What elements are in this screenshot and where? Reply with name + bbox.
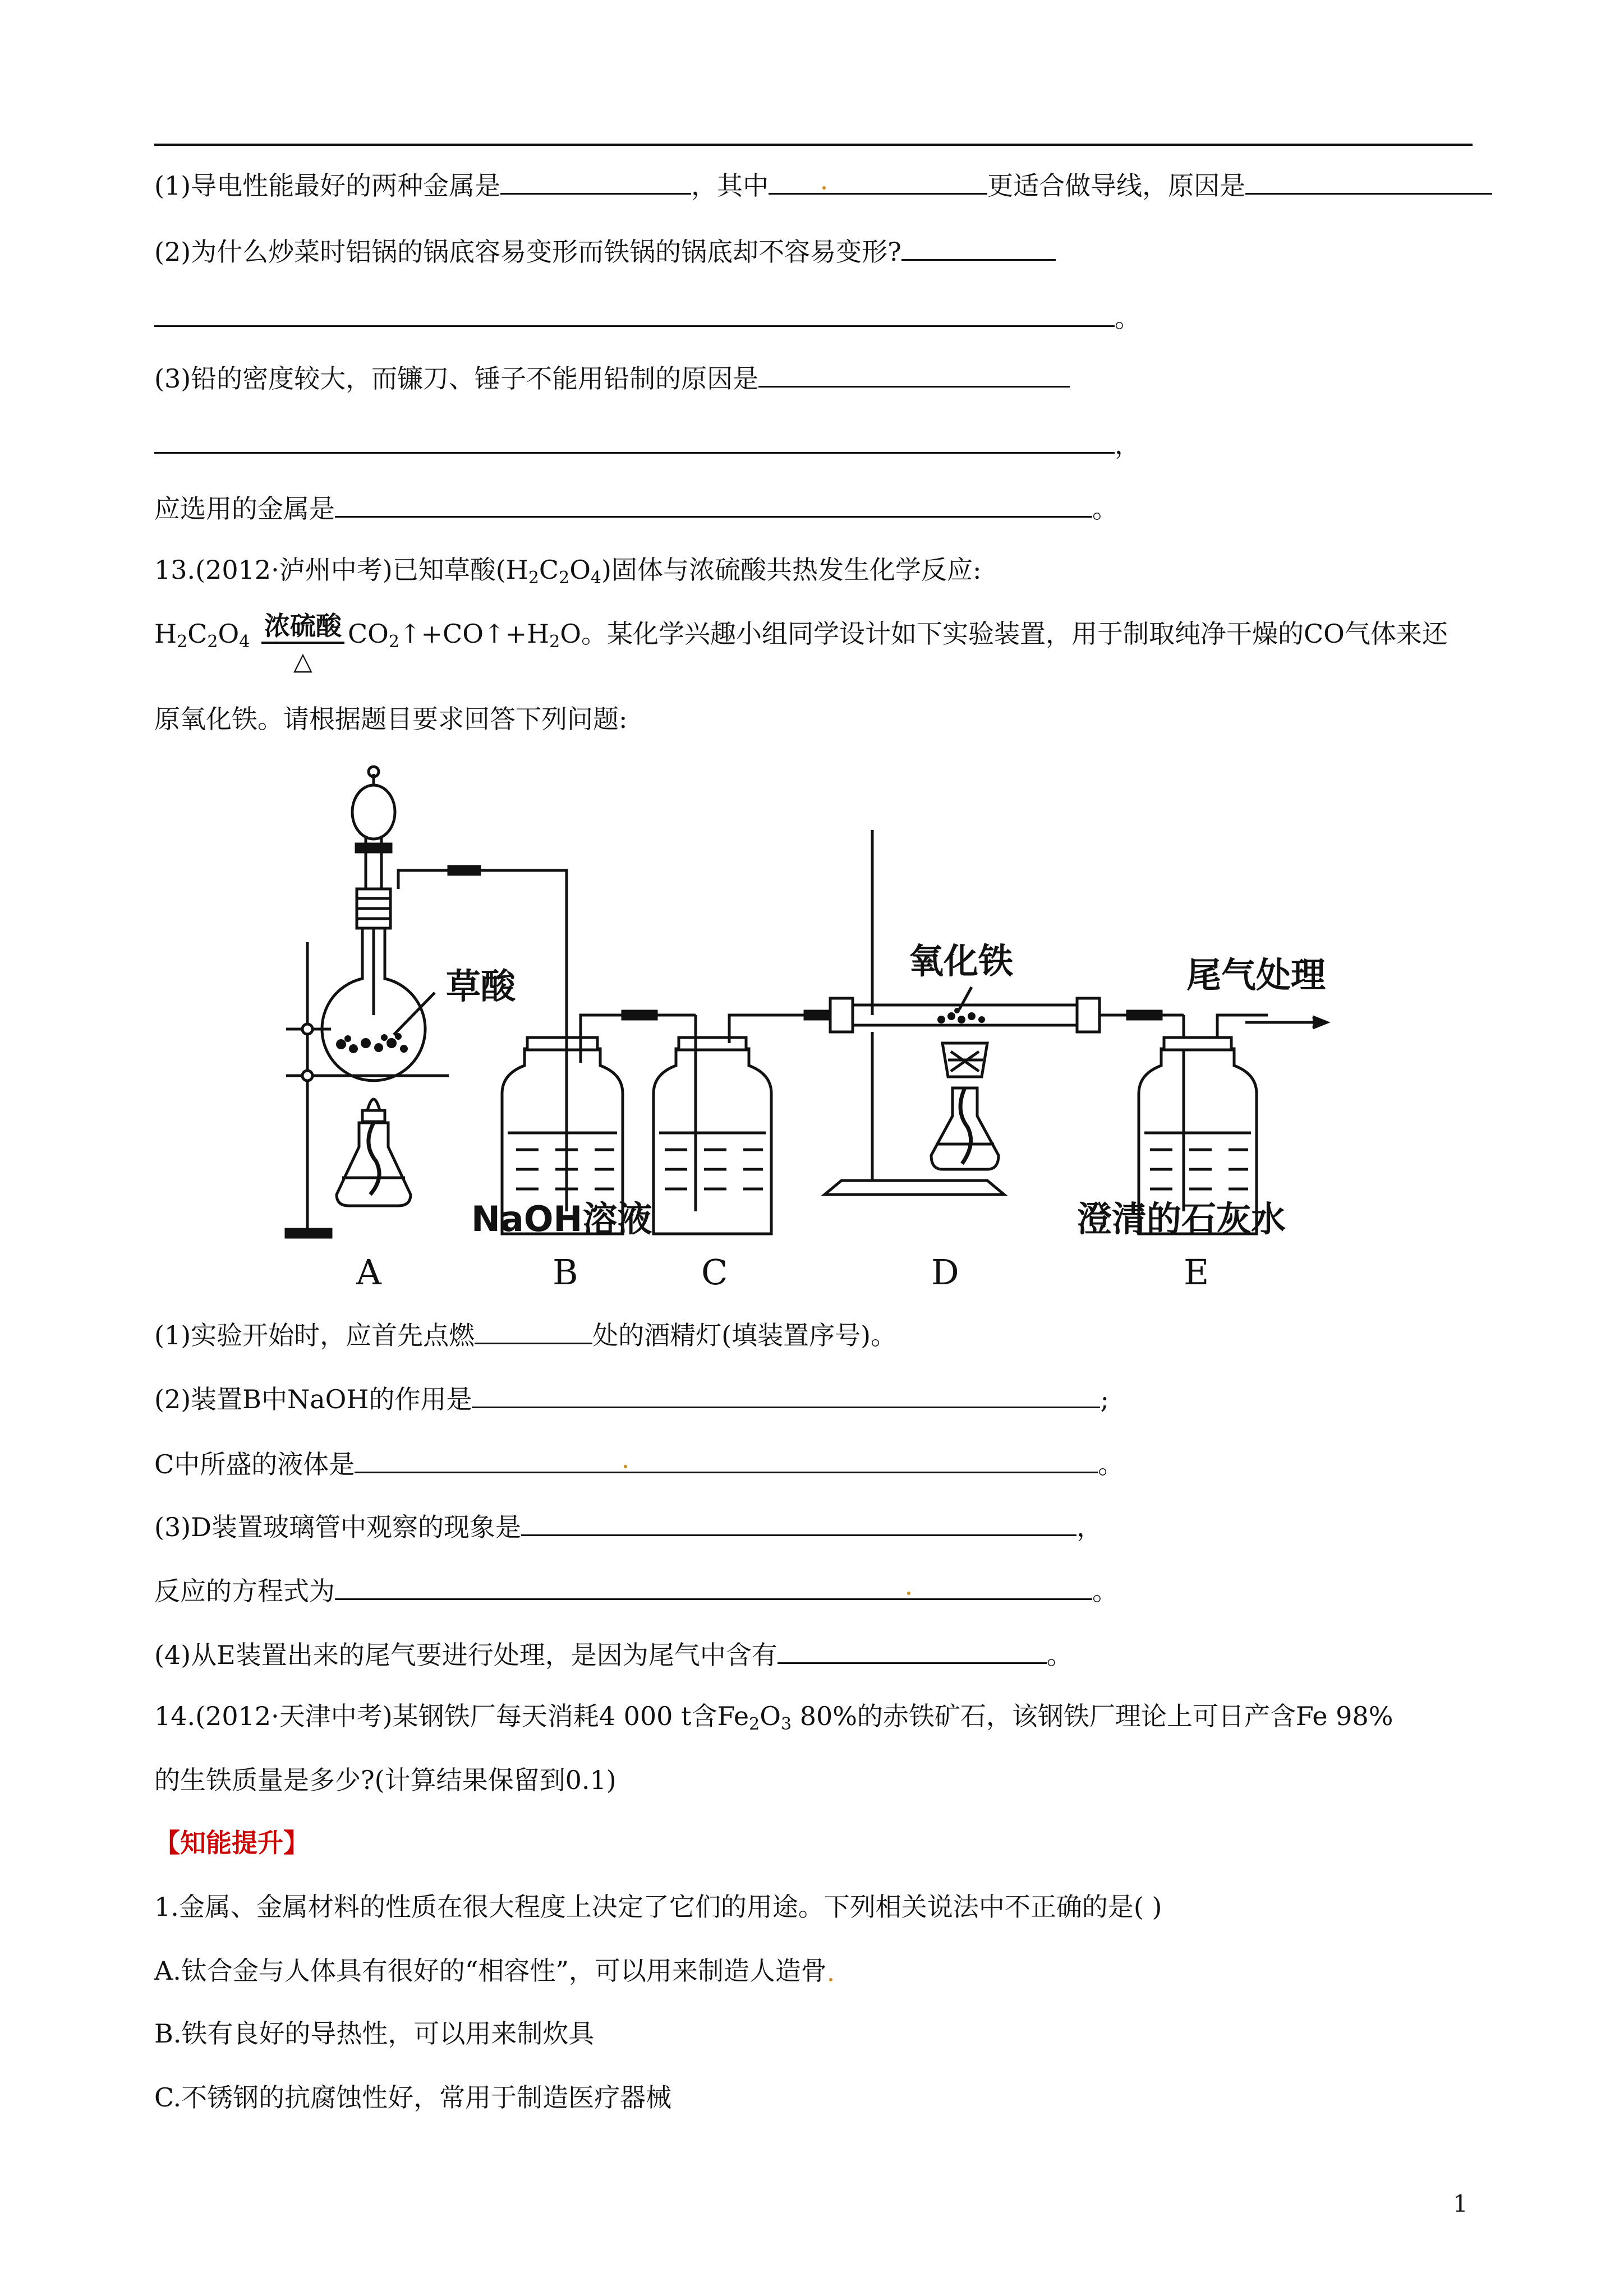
stopper-d-left — [830, 998, 853, 1032]
q13-s2: (2)装置B中NaOH的作用是 ; — [154, 1381, 1109, 1416]
answer-blank[interactable] — [1245, 167, 1492, 195]
label-limewater: 澄清的石灰水 — [1077, 1198, 1286, 1239]
q13-s3: (3)D装置玻璃管中观察的现象是 ， — [154, 1509, 1102, 1544]
mc1-option-a[interactable]: A.钛合金与人体具有很好的“相容性”，可以用来制造人造骨 — [154, 1956, 827, 1986]
q13-s4: (4)从E装置出来的尾气要进行处理，是因为尾气中含有 。 — [154, 1636, 1073, 1672]
answer-blank[interactable] — [154, 426, 1115, 454]
reaction-arrow-line — [261, 642, 344, 644]
answer-blank[interactable] — [472, 1381, 1100, 1408]
page-number: 1 — [1453, 2190, 1468, 2217]
q14-line2: 的生铁质量是多少?(计算结果保留到0.1) — [154, 1765, 617, 1795]
answer-blank[interactable] — [521, 1509, 1076, 1536]
label-naoh-solution: NaOH溶液 — [471, 1198, 652, 1239]
label-oxalic-acid: 草酸 — [446, 966, 516, 1007]
q12-part1: (1)导电性能最好的两种金属是 ，其中 更适合做导线，原因是 — [154, 167, 1492, 202]
stopper-d-right — [1077, 998, 1099, 1032]
q13-s2b: C中所盛的液体是 。 — [154, 1446, 1124, 1481]
mc1-option-c[interactable]: C.不锈钢的抗腐蚀性好，常用于制造医疗器械 — [154, 2082, 672, 2113]
stray-dot — [624, 1465, 627, 1468]
letter-d: D — [931, 1252, 959, 1293]
q13-intro: 13.(2012·泸州中考)已知草酸$(H_2C_2O_4)$固体与浓硫酸共热发生化学反应: — [154, 555, 982, 588]
answer-blank[interactable] — [758, 360, 1070, 388]
letter-b: B — [553, 1252, 578, 1293]
reaction-condition: 浓硫酸 △ — [258, 617, 348, 651]
q12-part3b: 应选用的金属是 。 — [154, 490, 1118, 525]
label-iron-oxide: 氧化铁 — [909, 940, 1014, 981]
q13-s3b: 反应的方程式为 。 — [154, 1573, 1118, 1608]
q13-intro2: 原氧化铁。请根据题目要求回答下列问题: — [154, 704, 628, 734]
answer-blank[interactable] — [769, 167, 987, 195]
q13-equation: $H_2C_2O_4$ 浓硫酸 △ $CO_2↑+CO↑+H_2O$。某化学兴趣小组同学设计如下实验装置，用于制取纯净干燥的CO气体来还 — [154, 611, 1448, 676]
stray-dot — [907, 1592, 910, 1595]
section-title: 【知能提升】 — [154, 1828, 309, 1858]
bottle-c — [654, 1049, 771, 1234]
apparatus-figure — [264, 751, 1386, 1301]
stand-base-a — [286, 1229, 331, 1237]
mc1-option-b[interactable]: B.铁有良好的导热性，可以用来制炊具 — [154, 2018, 595, 2049]
header-rule — [154, 144, 1473, 146]
q14-line1: 14.(2012·天津中考)某钢铁厂每天消耗4 000 t含$Fe_2O_3$ 80%的赤铁矿石，该钢铁厂理论上可日产含Fe 98% — [154, 1701, 1393, 1734]
mc1-stem: 1.金属、金属材料的性质在很大程度上决定了它们的用途。下列相关说法中不正确的是( ) — [154, 1892, 1162, 1922]
q12-part2-cont: 。 — [154, 299, 1140, 335]
answer-blank[interactable] — [475, 1317, 592, 1344]
glass-tube-d — [853, 1005, 1077, 1025]
answer-blank[interactable] — [901, 233, 1056, 261]
answer-blank[interactable] — [154, 299, 1115, 327]
q12-part3-cont: ， — [154, 426, 1140, 462]
sep-funnel-bulb — [352, 785, 395, 839]
stray-dot — [822, 186, 826, 190]
tube-a-b — [398, 870, 567, 1032]
label-exhaust: 尾气处理 — [1186, 955, 1326, 995]
answer-blank[interactable] — [500, 167, 691, 195]
letter-a: A — [356, 1252, 381, 1293]
answer-blank[interactable] — [335, 1573, 1092, 1600]
q12-part2: (2)为什么炒菜时铝锅的锅底容易变形而铁锅的锅底却不容易变形? — [154, 233, 1056, 269]
stray-dot — [829, 1978, 832, 1981]
q12-part3: (3)铅的密度较大，而镰刀、锤子不能用铅制的原因是 — [154, 360, 1070, 395]
letter-e: E — [1184, 1252, 1209, 1293]
answer-blank[interactable] — [778, 1636, 1047, 1664]
stand-base-d — [825, 1181, 1004, 1195]
letter-c: C — [701, 1252, 728, 1293]
q13-s1: (1)实验开始时，应首先点燃 处的酒精灯(填装置序号)。 — [154, 1317, 896, 1352]
answer-blank[interactable] — [355, 1446, 1098, 1473]
answer-blank[interactable] — [335, 490, 1092, 518]
